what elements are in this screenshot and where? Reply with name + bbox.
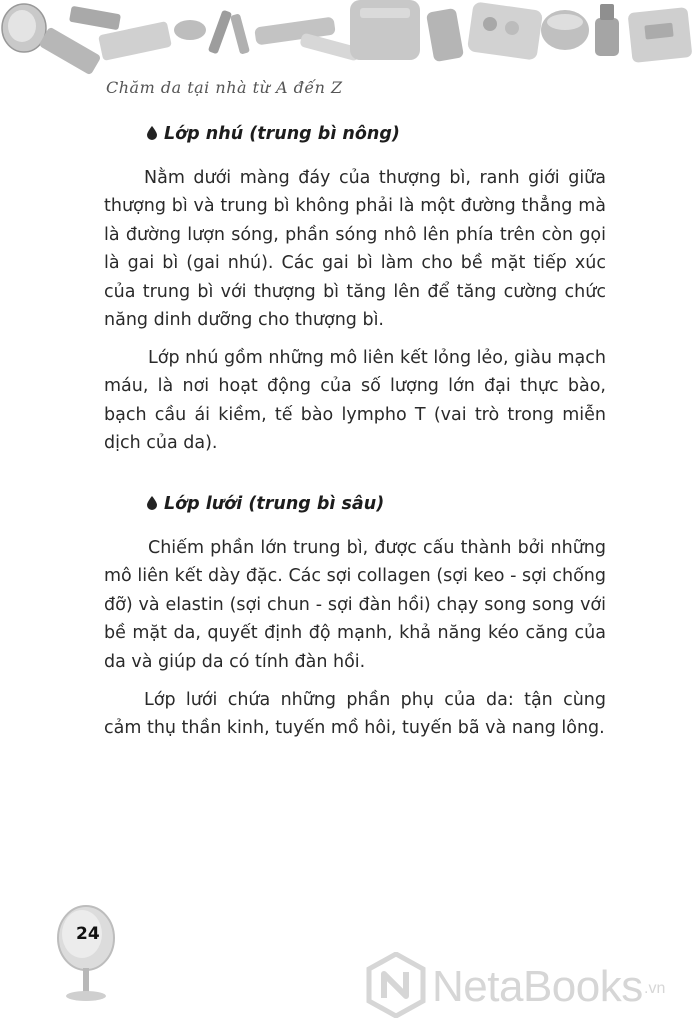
page-number: 24 bbox=[76, 924, 100, 944]
section-heading bbox=[146, 124, 400, 144]
paragraph: Lớp lưới chứa những phần phụ của da: tận cùng cảm thụ thần kinh, tuyến mồ hôi, tuyến bã và nang lông. bbox=[104, 690, 606, 739]
drop-bullet-icon bbox=[146, 126, 158, 140]
section-heading bbox=[146, 494, 384, 514]
paragraph: Chiếm phần lớn trung bì, được cấu thành bởi những mô liên kết dày đặc. Các sợi collagen (sợi keo - sợi chống đỡ) và elastin (sợi chun - sợi đàn hồi) chạy song song với bề mặt da, quyết định độ mạnh, khả năng kéo căng của da và giúp da có tính đàn hồi. bbox=[104, 538, 606, 672]
netabooks-logo-icon bbox=[366, 952, 426, 1018]
paragraph: Nằm dưới màng đáy của thượng bì, ranh giới giữa thượng bì và trung bì không phải là một đường thẳng mà là đường lượn sóng, phần sóng nhô lên phía trên còn gọi là gai bì (gai nhú). Các gai bì làm cho bề mặt tiếp xúc của trung bì với thượng bì tăng lên để tăng cường chức năng dinh dưỡng cho thượng bì. bbox=[104, 168, 606, 331]
section-heading-text: Lớp nhú (trung bì nông) bbox=[164, 124, 400, 144]
running-title: Chăm da tại nhà từ A đến Z bbox=[106, 78, 343, 97]
watermark-brand: NetaBooks bbox=[432, 962, 643, 1011]
section-heading-text: Lớp lưới (trung bì sâu) bbox=[164, 494, 385, 514]
watermark-tld: .vn bbox=[644, 980, 666, 997]
paragraph: Lớp nhú gồm những mô liên kết lỏng lẻo, giàu mạch máu, là nơi hoạt động của số lượng lớn đại thực bào, bạch cầu ái kiềm, tế bào lympho T (vai trò trong miễn dịch của da). bbox=[104, 348, 606, 454]
watermark bbox=[366, 950, 686, 1020]
page-number-badge bbox=[52, 900, 132, 1010]
header-illustration bbox=[0, 0, 700, 80]
hand-mirror-icon bbox=[52, 900, 132, 1010]
drop-bullet-icon bbox=[146, 496, 158, 510]
